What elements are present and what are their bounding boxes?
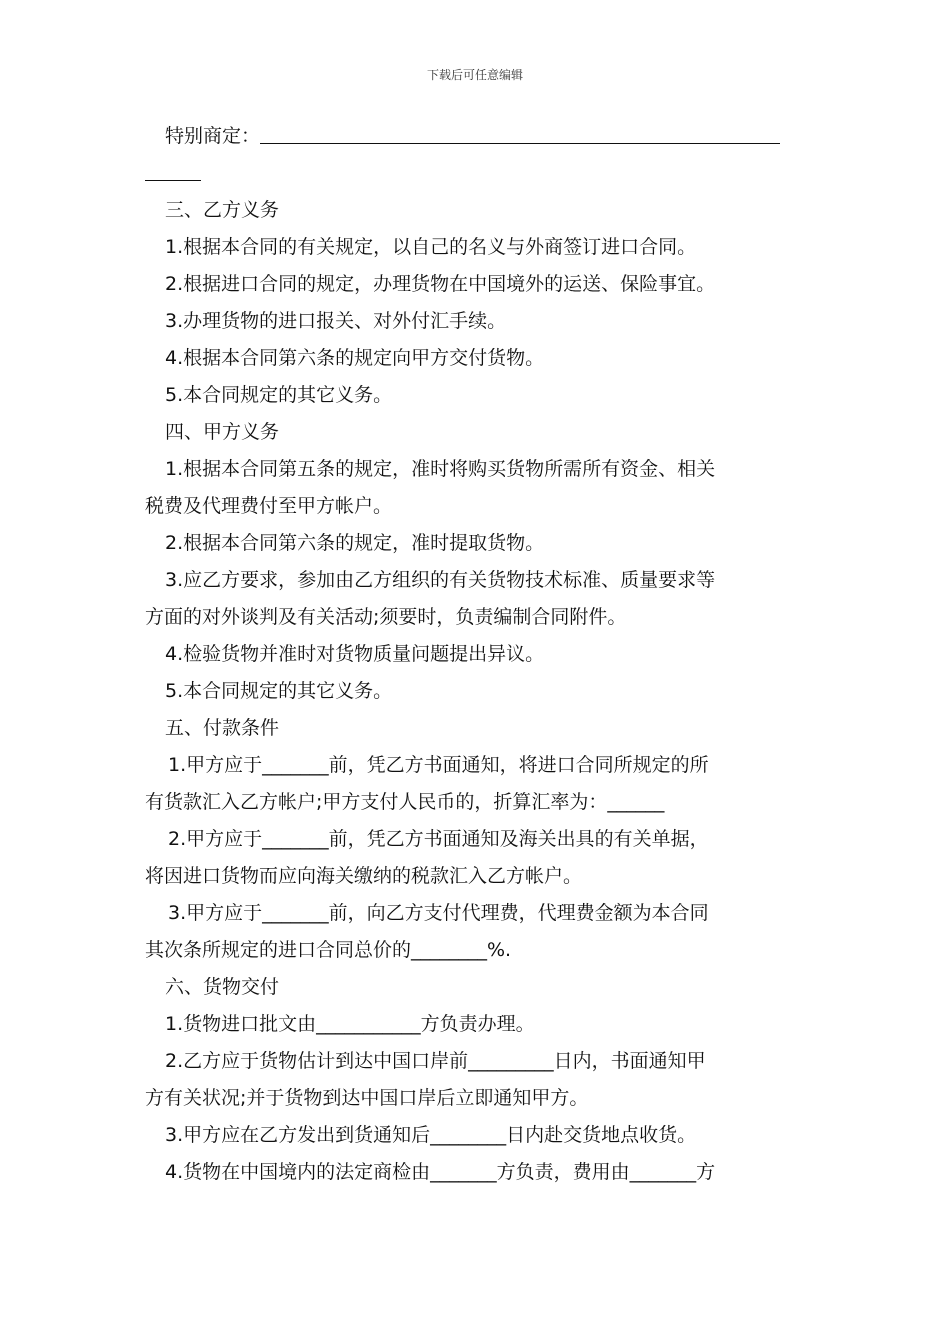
special-agreement-line — [145, 118, 810, 155]
special-agreement-blank — [260, 123, 780, 144]
payment-item-2-cont: 将因进口货物而应向海关缴纳的税款汇入乙方帐户。 — [145, 865, 583, 887]
party-b-item-1: 1.根据本合同的有关规定，以自己的名义与外商签订进口合同。 — [165, 236, 697, 258]
payment-item-1-cont: 有货款汇入乙方帐户;甲方支付人民币的，折算汇率为：______ — [145, 791, 665, 813]
document-body — [145, 118, 810, 1191]
party-b-item-4: 4.根据本合同第六条的规定向甲方交付货物。 — [165, 347, 545, 369]
payment-item-3-cont: 其次条所规定的进口合同总价的________%. — [145, 939, 512, 961]
section-heading-payment: 五、付款条件 — [165, 717, 280, 739]
section-heading-party-b: 三、乙方义务 — [165, 199, 280, 221]
party-a-item-5: 5.本合同规定的其它义务。 — [165, 680, 393, 702]
page-header-note: 下载后可任意编辑 — [426, 68, 523, 82]
party-a-item-3-cont: 方面的对外谈判及有关活动;须要时，负责编制合同附件。 — [145, 606, 627, 628]
special-agreement-label: 特别商定： — [165, 125, 261, 147]
party-a-item-3: 3.应乙方要求，参加由乙方组织的有关货物技术标准、质量要求等 — [165, 569, 716, 591]
delivery-item-1: 1.货物进口批文由___________方负责办理。 — [165, 1013, 535, 1035]
party-a-item-1: 1.根据本合同第五条的规定，准时将购买货物所需所有资金、相关 — [165, 458, 716, 480]
section-heading-party-a: 四、甲方义务 — [165, 421, 280, 443]
payment-item-1: 1.甲方应于_______前，凭乙方书面通知，将进口合同所规定的所 — [168, 754, 709, 776]
delivery-item-2-cont: 方有关状况;并于货物到达中国口岸后立即通知甲方。 — [145, 1087, 589, 1109]
continuation-blank — [145, 160, 201, 181]
delivery-item-3: 3.甲方应在乙方发出到货通知后________日内赴交货地点收货。 — [165, 1124, 697, 1146]
party-a-item-2: 2.根据本合同第六条的规定，准时提取货物。 — [165, 532, 545, 554]
party-b-item-3: 3.办理货物的进口报关、对外付汇手续。 — [165, 310, 507, 332]
delivery-item-2: 2.乙方应于货物估计到达中国口岸前_________日内，书面通知甲 — [165, 1050, 706, 1072]
payment-item-2: 2.甲方应于_______前，凭乙方书面通知及海关出具的有关单据， — [168, 828, 709, 850]
party-a-item-1-cont: 税费及代理费付至甲方帐户。 — [145, 495, 393, 517]
section-heading-delivery: 六、货物交付 — [165, 976, 280, 998]
party-b-item-2: 2.根据进口合同的规定，办理货物在中国境外的运送、保险事宜。 — [165, 273, 716, 295]
delivery-item-4: 4.货物在中国境内的法定商检由_______方负责，费用由_______方 — [165, 1161, 716, 1183]
payment-item-3: 3.甲方应于_______前，向乙方支付代理费，代理费金额为本合同 — [168, 902, 709, 924]
party-b-item-5: 5.本合同规定的其它义务。 — [165, 384, 393, 406]
special-agreement-continuation — [145, 155, 810, 192]
party-a-item-4: 4.检验货物并准时对货物质量问题提出异议。 — [165, 643, 545, 665]
